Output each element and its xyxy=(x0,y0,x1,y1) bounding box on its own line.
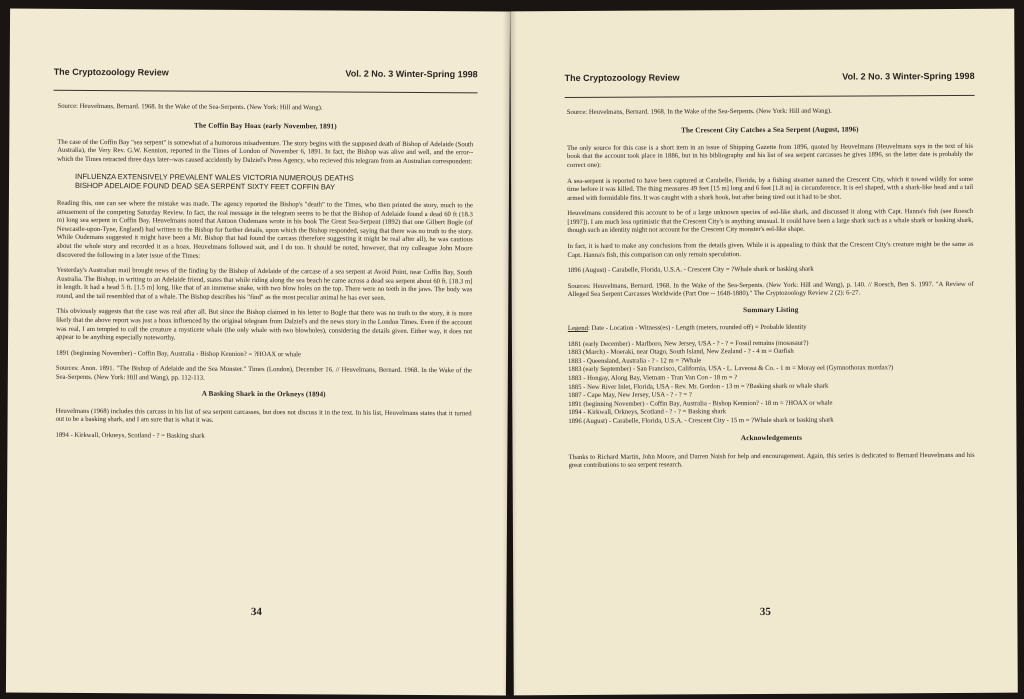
header-rule xyxy=(565,95,975,98)
block-quote: A sea-serpent is reported to have been captured at Carabelle, Florida, by a fishing steamer named the Crescent City, which it towed wildly for some time before it was killed. The thing measures 49 feet [15 m] long and 6 feet [1.8 m] in circumference. It is eel shaped, with a shark-like head and a tail armed with formidable fins. It was caught with a shark hook, but after being tired out it had to be shot. xyxy=(567,175,974,202)
legend xyxy=(568,323,974,334)
paragraph: The only source for this case is a short item in an issue of Shipping Gazette from 1896, quoted by Heuvelmans (Heuvelmans says in the text of his book that the account took place in 1886, but in his bibliography and his list of sea serpent carcasses he gives 1896, so the latter date is probably the correct one): xyxy=(566,142,973,169)
sources-citation: Sources: Heuvelmans, Bernard. 1968. In the Wake of the Sea-Serpents. (New York: Hill and Wang), p. 140. // Roesch, Ben S. 1997. "A Review of Alleged Sea Serpent Carcasses Worldwide (Part One -- 1648-1880)." The Cryptozoology Review 2 (2): 6-27. xyxy=(567,280,974,299)
paragraph: The case of the Coffin Bay "sea serpent" is somewhat of a humorous misadventure. The story begins with the supposed death of Bishop of Adelaide (South Australia), the Very Rev. G.W. Kennion, reported in the Times of London of November 6, 1891. In fact, the Bishop was alive and well, and the error--which the Times retracted three days later--was caused accidently by Dalziel's Press Agency, who recieved this telegram from an Australian correspondent: xyxy=(57,138,474,166)
legend-label: Legend xyxy=(567,325,588,333)
source-citation: Source: Heuvelmans, Bernard. 1968. In the Wake of the Sea-Serpents. (New York: Hill and Wang). xyxy=(57,102,323,112)
sources-citation: Sources: Anon. 1891. "The Bishop of Adelaide and the Sea Monster." Times (London), December 16. // Heuvelmans, Bernard. 1968. In the Wake of the Sea-Serpents. (New York: Hill and Wang), pp. 112-113. xyxy=(55,365,472,382)
paragraph: Reading this, one can see where the mistake was made. The agency reported the Bishop's "death" to the Times, who then printed the story, much to the amusement of the competing Saturday Review. In fact, the real message in the telegram seems to be that the Bishop of Adelaide found a dead 60 ft (18.3 m) long sea serpent in Coffin Bay. Heuvelmans noted that Antoon Oudemans wrote in his book The Great Sea-Serpent (1892) that one Gilbert Bogle (of Newcastle-upon-Tyne, England) had written to the Bishop for further details, upon which the Bishop responded, saying that there was no truth to the story. While Oudemans suggested it might have been a Mr. Bishop that had found the carcass (therefore suggesting it might be real after all), he was cautious about the whole story and recorded it as a hoax. Heuvelmans followed suit, and I do too. It should be noted, however, that my colleague John Moore discovered the following in a later issue of the Times: xyxy=(56,199,473,260)
book-gutter xyxy=(503,10,517,694)
list-item: 1883 - Hongay, Along Bay, Vietnam - Tran Van Con - 18 m = ? xyxy=(568,374,738,383)
issue-info: Vol. 2 No. 3 Winter-Spring 1998 xyxy=(842,70,975,82)
list-item: 1896 (August) - Carabelle, Florida, U.S.A. - Crescent City - 15 m = ?Whale shark or basking shark xyxy=(568,416,834,425)
telegram-text: INFLUENZA EXTENSIVELY PREVALENT WALES VICTORIA NUMEROUS DEATHS BISHOP ADELAIDE FOUND DEAD SEA SERPENT SIXTY FEET COFFIN BAY xyxy=(74,171,354,192)
paragraph: Heuvelmans considered this account to be of a large unknown species of eel-like shark, and discussed it along with Capt. Hanna's fish (see Roesch [1997]). I am much less optimistic that the Crescent City's is anything unusual. It could have been a large shark such as a whale shark or basking shark, though such an identity might not account for the Crescent City monster's eel-like shape. xyxy=(567,208,974,235)
running-header xyxy=(54,67,478,80)
journal-title: The Cryptozoology Review xyxy=(564,72,680,84)
paragraph: In fact, it is hard to make any conclusions from the details given. While it is appealing to think that the Crescent City's creature might be the same as Capt. Hanna's fish, this comparison can only remain speculation. xyxy=(567,240,974,259)
article-body xyxy=(567,107,975,478)
issue-info: Vol. 2 No. 3 Winter-Spring 1998 xyxy=(345,68,478,80)
left-page xyxy=(6,8,510,695)
case-entry: 1896 (August) - Carabelle, Florida, U.S.A. - Crescent City = ?Whale shark or basking shark xyxy=(567,265,814,275)
source-citation: Source: Heuvelmans, Bernard. 1968. In the Wake of the Sea-Serpents. (New York: Hill and Wang). xyxy=(566,107,832,117)
paragraph: Heuvelmans (1968) includes this carcass in his list of sea serpent carcasses, but does not discuss it in the text. In his list, Heuvelmans states that it turned out to be a basking shark, and I am sure that is what it was. xyxy=(55,407,472,424)
block-quote: Yesterday's Australian mail brought news of the finding by the Bishop of Adelaide of the carcase of a sea serpent at Avoid Point, near Coffin Bay, South Australia. The Bishop, in writing to an Adelaide friend, states that while riding along the sea beach he came across a dead sea serpent about 60 ft. [18.3 m] in length. It had a head 5 ft. [1.5 m] long, like that of an immense snake, with two blow holes on the top. There were no teeth in the jaws. The body was round, and the tail resembled that of a whale. The Bishop describes his "find" as the most peculiar animal he has ever seen. xyxy=(56,266,473,302)
acknowledgements-text: Thanks to Richard Martin, John Moore, and Darren Naish for help and encouragement. Again, this series is dedicated to Bernard Heuvelmans and his great contributions to sea serpent research. xyxy=(568,451,975,470)
journal-title: The Cryptozoology Review xyxy=(53,66,169,78)
summary-list xyxy=(568,339,974,427)
page-number: 35 xyxy=(759,605,771,619)
running-header xyxy=(565,71,975,83)
list-item: 1881 (early December) - Marlboro, New Jersey, USA - ? - ? = Fossil remains (mosasaur?) xyxy=(567,339,809,348)
list-item: 1891 (beginning November) - Coffin Bay, Australia - Bishop Kennion? - 18 m = ?HOAX or whale xyxy=(568,399,833,408)
case-entry: 1894 - Kirkwall, Orkneys, Scotland - ? = Basking shark xyxy=(55,431,205,440)
section-heading: The Coffin Bay Hoax (early November, 1891) xyxy=(194,121,337,131)
section-heading: The Crescent City Catches a Sea Serpent (August, 1896) xyxy=(681,125,859,135)
case-entry: 1891 (beginning November) - Coffin Bay, Australia - Bishop Kennion? = ?HOAX or whale xyxy=(55,349,302,358)
acknowledgements-heading: Acknowledgements xyxy=(740,434,803,443)
article-body xyxy=(55,103,473,450)
header-rule xyxy=(54,90,478,94)
section-heading: A Basking Shark in the Orkneys (1894) xyxy=(201,390,326,399)
list-item: 1883 (March) - Moeraki, near Otago, South Island, New Zealand - ? - 4 m = Oarfish xyxy=(567,348,794,357)
list-item: 1894 - Kirkwall, Orkneys, Scotland - ? - ? = Basking shark xyxy=(568,408,727,417)
legend-text: : Date - Location - Witness(es) - Length (meters, rounded off) = Probable Identity xyxy=(587,323,807,333)
paragraph: This obviously suggests that the case was real after all. But since the Bishop claimed in his letter to Bogle that there was no truth to the story, it is more likely that the above report was just a hoax influenced by the original telegram from Dalziel's and the news story in the London Times. Even if the account was real, I am tempted to call the creature a mysticete whale (the only whale with two blowholes), considering the details given. Either way, it does not appear to be anything especially noteworthy. xyxy=(56,308,473,342)
list-item: 1885 - New River Inlet, Florida, USA - Rev. Mr. Gordon - 13 m = ?Basking shark or whale shark xyxy=(568,382,829,391)
summary-heading: Summary Listing xyxy=(743,305,799,314)
page-number: 34 xyxy=(250,605,262,619)
list-item: 1887 - Cape May, New Jersey, USA - ? - ? = ? xyxy=(568,391,692,400)
right-page xyxy=(510,9,1018,696)
list-item: 1883 (early September) - San Francisco, California, USA - L. Laveosa & Co. - 1 m = Moray eel (Gymnothorax mordax?) xyxy=(568,364,894,374)
list-item: 1883 - Queensland, Australia - ? - 12 m = ?Whale xyxy=(568,357,702,365)
